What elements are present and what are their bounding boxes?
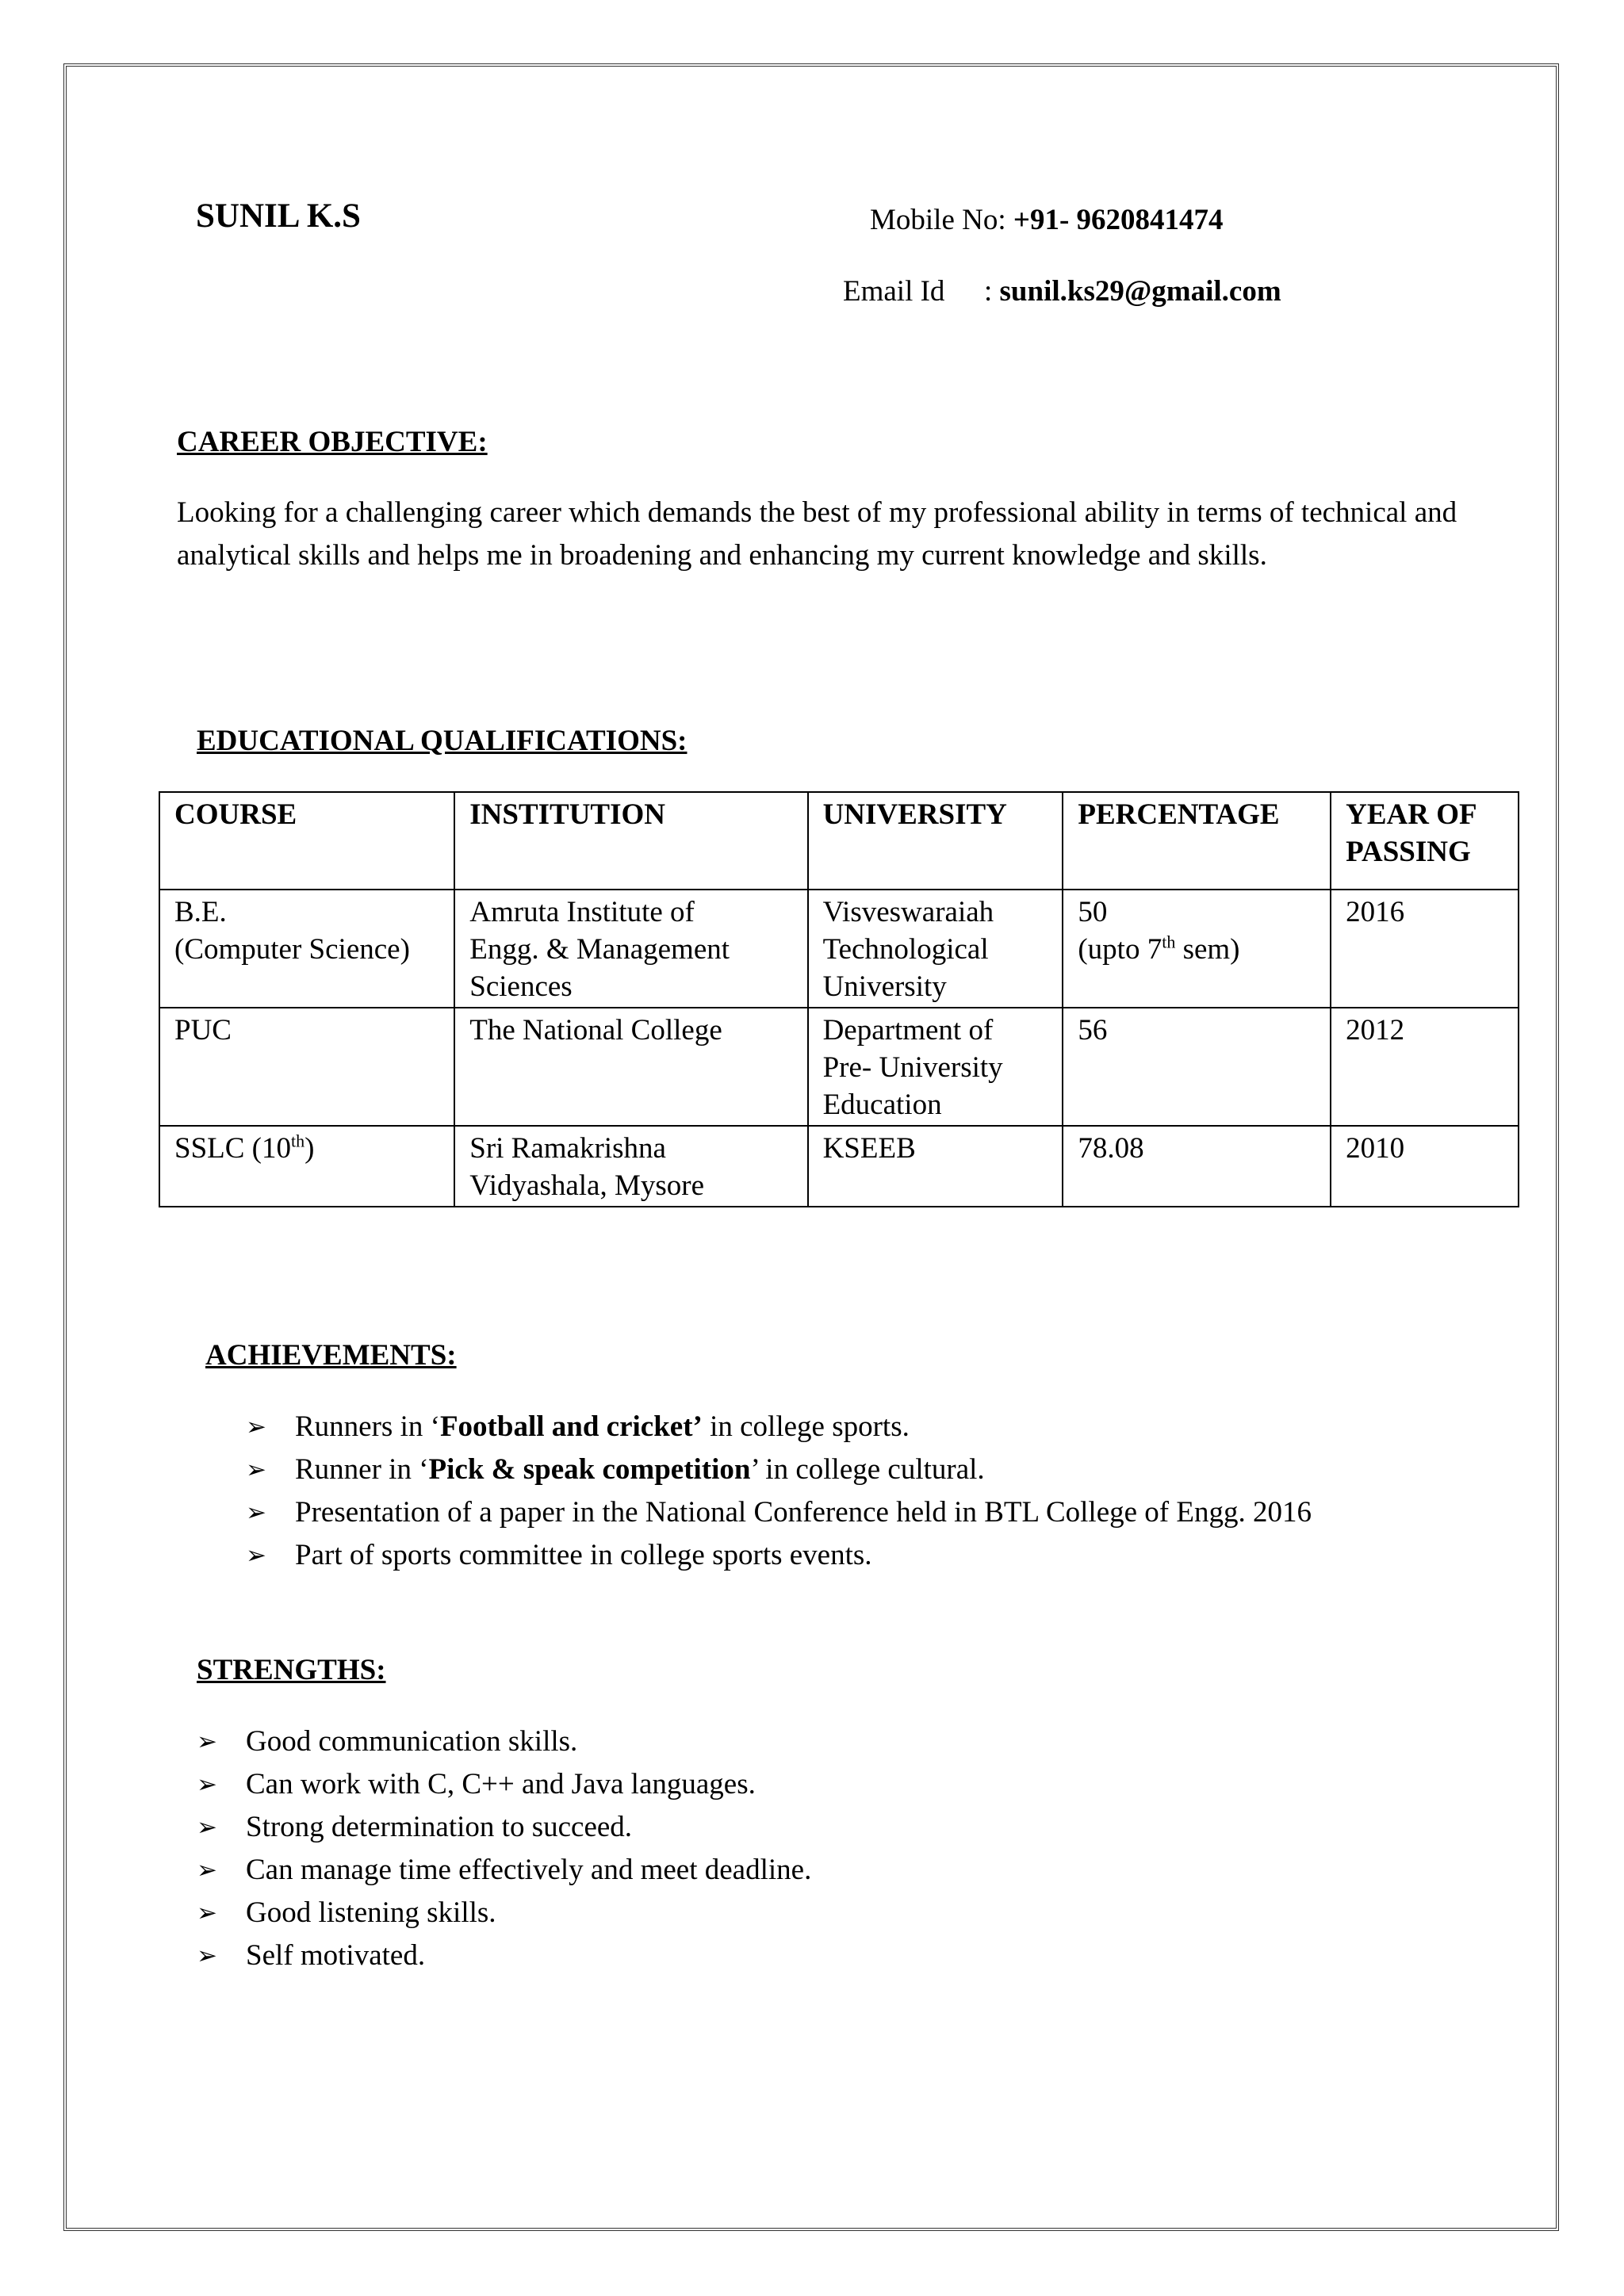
item-text: Self motivated.: [246, 1939, 426, 1972]
institution-line: Sri Ramakrishna: [469, 1132, 666, 1165]
table-row: [159, 1126, 1519, 1207]
percentage-note-text: (upto 7: [1078, 933, 1162, 966]
year-cell: 2012: [1331, 1008, 1519, 1126]
strengths-heading: STRENGTHS:: [197, 1654, 386, 1686]
course-cell: [159, 890, 454, 1008]
mobile-number: +91- 9620841474: [1013, 204, 1224, 236]
percentage-cell: [1063, 890, 1331, 1008]
university-line: Visveswaraiah: [822, 896, 994, 928]
percentage-value: 50: [1078, 896, 1108, 928]
superscript: th: [1162, 932, 1176, 952]
email-line: [843, 274, 1281, 308]
item-text-bold: Pick & speak competition: [428, 1453, 751, 1486]
superscript: th: [291, 1131, 305, 1151]
course-text: SSLC (10: [174, 1132, 292, 1165]
arrowhead-bullet-icon: ➢: [197, 1899, 217, 1927]
arrowhead-bullet-icon: ➢: [197, 1813, 217, 1842]
arrowhead-bullet-icon: ➢: [246, 1456, 266, 1484]
col-header-year: YEAR OF PASSING: [1331, 792, 1519, 890]
university-line: Department of: [822, 1014, 994, 1047]
item-text: Part of sports committee in college sports events.: [295, 1539, 872, 1571]
list-item: [197, 1763, 811, 1806]
email-label: Email Id: [843, 275, 945, 308]
col-header-university: UNIVERSITY: [808, 792, 1063, 890]
mobile-label: Mobile No:: [870, 204, 1013, 236]
institution-line: Amruta Institute of: [469, 896, 695, 928]
list-item: [246, 1406, 1312, 1448]
institution-cell: [454, 1126, 807, 1207]
percentage-cell: 56: [1063, 1008, 1331, 1126]
course-line: B.E.: [174, 896, 227, 928]
list-item: [197, 1849, 811, 1892]
email-separator: :: [984, 275, 1000, 308]
list-item: [246, 1534, 1312, 1577]
col-header-institution: INSTITUTION: [454, 792, 807, 890]
arrowhead-bullet-icon: ➢: [197, 1942, 217, 1970]
university-line: University: [822, 970, 947, 1003]
career-objective-text: Looking for a challenging career which demands the best of my professional ability in terms of technical and analytical skills and helps me in broadening and enhancing my current knowledge and skills.: [177, 496, 1457, 572]
list-item: [197, 1720, 811, 1763]
mobile-line: [870, 203, 1224, 237]
institution-line: Engg. & Management: [469, 933, 730, 966]
item-text: Presentation of a paper in the National Conference held in BTL College of Engg. 2016: [295, 1496, 1312, 1529]
course-text: ): [304, 1132, 315, 1165]
list-item: [246, 1491, 1312, 1534]
email-address: sunil.ks29@gmail.com: [999, 275, 1281, 308]
course-cell: [159, 1126, 454, 1207]
item-text: Can manage time effectively and meet deadline.: [246, 1854, 812, 1886]
year-cell: 2016: [1331, 890, 1519, 1008]
year-cell: 2010: [1331, 1126, 1519, 1207]
education-heading: EDUCATIONAL QUALIFICATIONS:: [197, 725, 688, 757]
institution-cell: The National College: [454, 1008, 807, 1126]
item-text: Good communication skills.: [246, 1725, 578, 1758]
university-cell: [808, 1008, 1063, 1126]
institution-line: Vidyashala, Mysore: [469, 1169, 705, 1202]
percentage-note-text: sem): [1175, 933, 1240, 966]
institution-line: Sciences: [469, 970, 573, 1003]
col-header-course: COURSE: [159, 792, 454, 890]
university-cell: KSEEB: [808, 1126, 1063, 1207]
education-table: [159, 791, 1519, 1207]
table-row: [159, 890, 1519, 1008]
institution-cell: [454, 890, 807, 1008]
university-cell: [808, 890, 1063, 1008]
university-line: Education: [822, 1089, 942, 1121]
list-item: [197, 1892, 811, 1934]
achievements-list: [246, 1406, 1312, 1577]
col-header-percentage: PERCENTAGE: [1063, 792, 1331, 890]
university-line: Technological: [822, 933, 989, 966]
arrowhead-bullet-icon: ➢: [246, 1498, 266, 1527]
course-cell: PUC: [159, 1008, 454, 1126]
candidate-name: SUNIL K.S: [196, 197, 361, 235]
item-text: Strong determination to succeed.: [246, 1811, 633, 1843]
percentage-cell: 78.08: [1063, 1126, 1331, 1207]
arrowhead-bullet-icon: ➢: [197, 1856, 217, 1885]
achievements-heading: ACHIEVEMENTS:: [205, 1339, 457, 1372]
list-item: [197, 1806, 811, 1849]
item-text: in college sports.: [702, 1410, 910, 1443]
item-text: ’ in college cultural.: [750, 1453, 985, 1486]
arrowhead-bullet-icon: ➢: [197, 1728, 217, 1756]
item-text: Can work with C, C++ and Java languages.: [246, 1768, 756, 1800]
table-header-row: [159, 792, 1519, 890]
course-line: (Computer Science): [174, 933, 410, 966]
percentage-note: [1078, 931, 1316, 968]
arrowhead-bullet-icon: ➢: [246, 1413, 266, 1441]
career-objective-heading: CAREER OBJECTIVE:: [177, 426, 488, 458]
item-text: Good listening skills.: [246, 1896, 496, 1929]
item-text: Runner in ‘: [295, 1453, 429, 1486]
item-text-bold: Football and cricket’: [439, 1410, 703, 1443]
strengths-list: [197, 1720, 811, 1977]
arrowhead-bullet-icon: ➢: [197, 1770, 217, 1799]
list-item: [246, 1448, 1312, 1491]
university-line: Pre- University: [822, 1051, 1003, 1084]
table-row: [159, 1008, 1519, 1126]
list-item: [197, 1934, 811, 1977]
arrowhead-bullet-icon: ➢: [246, 1541, 266, 1570]
item-text: Runners in ‘: [295, 1410, 440, 1443]
